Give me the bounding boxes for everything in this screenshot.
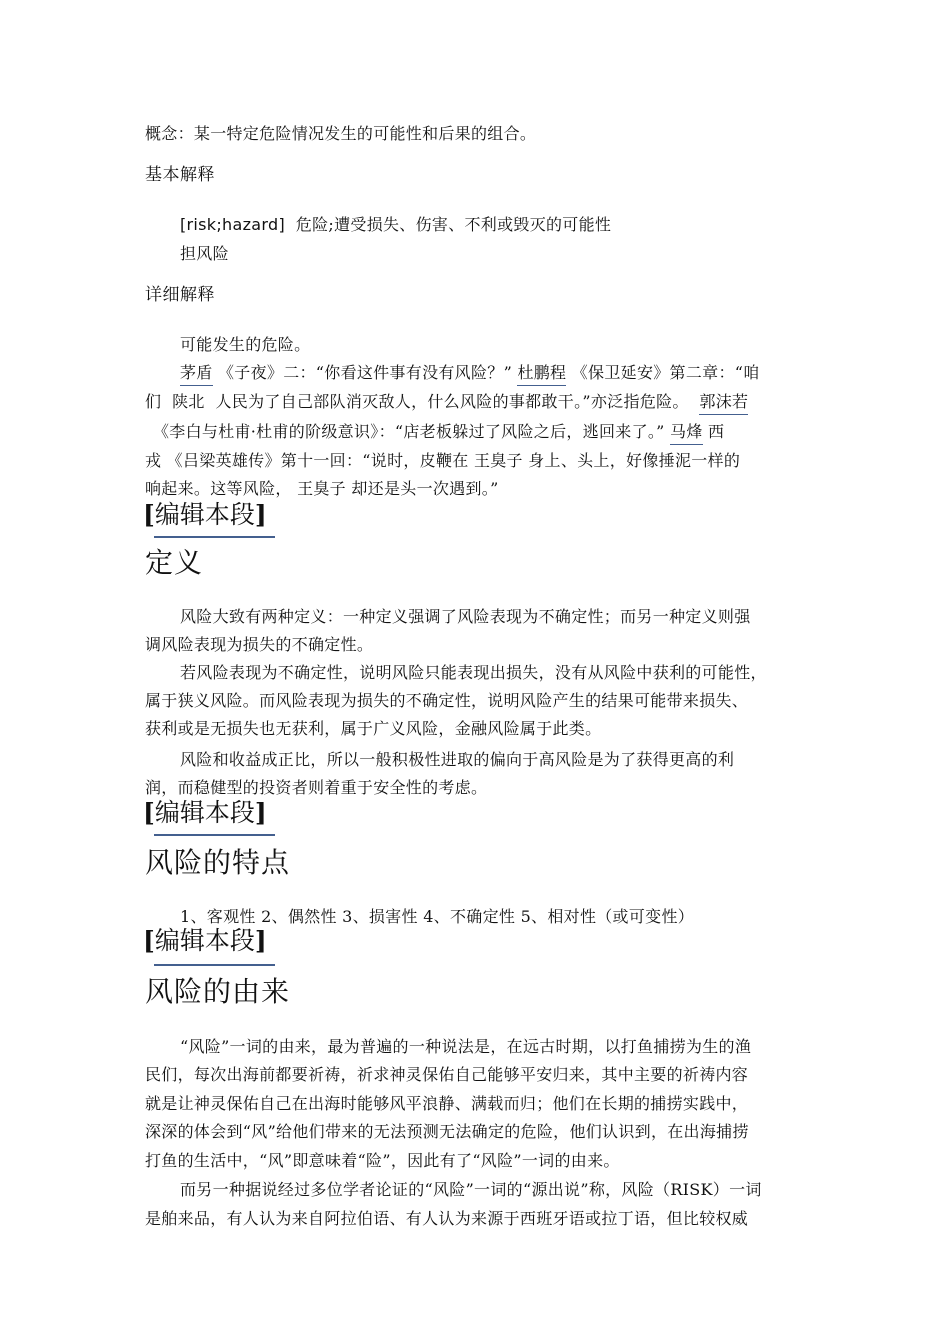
section-title-features: 风险的特点	[145, 846, 291, 879]
edit-bracket-open: [	[143, 926, 155, 955]
detail-line-6: 响起来。这等风险， 王臭子 却还是头一次遇到。”	[145, 479, 499, 498]
detail-line-2-text-b: 《保卫延安》第二章：“咱	[571, 363, 760, 382]
origin-p1-line-1: “风险”一词的由来，最为普遍的一种说法是，在远古时期，以打鱼捕捞为生的渔	[180, 1037, 752, 1056]
edit-underline-2	[154, 834, 275, 836]
concept-line: 概念：某一特定危险情况发生的可能性和后果的组合。	[145, 124, 537, 143]
definition-p2-line-2: 属于狭义风险。而风险表现为损失的不确定性，说明风险产生的结果可能带来损失、	[145, 691, 749, 710]
link-maodun[interactable]: 茅盾	[180, 363, 213, 382]
detail-line-5: 戎 《吕梁英雄传》第十一回：“说时，皮鞭在 王臭子 身上、头上，好像捶泥一样的	[145, 451, 741, 470]
detail-line-3-text-a: 们	[145, 392, 162, 411]
origin-p2-line-1: 而另一种据说经过多位学者论证的“风险”一词的“源出说”称，风险（RISK）一词	[180, 1180, 762, 1199]
link-mafeng[interactable]: 马烽	[670, 422, 703, 441]
definition-p2-line-3: 获利或是无损失也无获利，属于广义风险，金融风险属于此类。	[145, 719, 602, 738]
detail-line-4-text-a: 《李白与杜甫·杜甫的阶级意识》：“店老板躲过了风险之后，逃回来了。”	[153, 422, 665, 441]
edit-underline-1	[154, 536, 275, 538]
origin-p1-line-4: 深深的体会到“风”给他们带来的无法预测无法确定的危险，他们认识到，在出海捕捞	[145, 1122, 749, 1141]
detail-line-3-text-b: 陕北	[172, 392, 205, 411]
basic-definition	[180, 215, 611, 235]
edit-label-text: 编辑本段	[154, 798, 255, 827]
edit-bracket-open: [	[143, 798, 155, 827]
edit-bracket-close: ]	[254, 798, 267, 827]
basic-example: 担风险	[180, 244, 229, 263]
edit-label-text: 编辑本段	[154, 926, 255, 955]
edit-bracket-open: [	[143, 500, 155, 529]
detail-line-3	[145, 392, 748, 412]
definition-p2-line-1: 若风险表现为不确定性，说明风险只能表现出损失，没有从风险中获利的可能性，	[180, 663, 767, 682]
edit-section-link-1[interactable]	[143, 499, 267, 531]
link-dupengcheng[interactable]: 杜鹏程	[517, 363, 567, 382]
detail-line-4	[153, 422, 724, 442]
definition-p1-line-1: 风险大致有两种定义：一种定义强调了风险表现为不确定性；而另一种定义则强	[180, 607, 751, 626]
edit-section-link-3[interactable]	[143, 925, 267, 957]
edit-section-link-2[interactable]	[143, 797, 267, 829]
edit-underline-3	[154, 964, 275, 966]
section-title-definition: 定义	[145, 546, 204, 579]
detail-heading: 详细解释	[145, 285, 215, 305]
link-guomoruo[interactable]: 郭沫若	[699, 392, 749, 411]
detail-line-4-text-b: 西	[708, 422, 725, 441]
detail-line-3-text-c: 人民为了自己部队消灭敌人，什么风险的事都敢干。”亦泛指危险。	[215, 392, 689, 411]
detail-line-2	[180, 363, 760, 383]
origin-p1-line-5: 打鱼的生活中，“风”即意味着“险”，因此有了“风险”一词的由来。	[145, 1151, 620, 1170]
definition-p3-line-1: 风险和收益成正比，所以一般积极性进取的偏向于高风险是为了获得更高的利	[180, 750, 735, 769]
features-list: 1、客观性 2、偶然性 3、损害性 4、不确定性 5、相对性（或可变性）	[180, 907, 695, 926]
section-title-origin: 风险的由来	[145, 975, 291, 1008]
detail-line-2-text-a: 《子夜》二：“你看这件事有没有风险？”	[218, 363, 513, 382]
basic-heading: 基本解释	[145, 165, 215, 185]
detail-line-1: 可能发生的危险。	[180, 335, 311, 354]
edit-label-text: 编辑本段	[154, 500, 255, 529]
definition-chinese: 危险;遭受损失、伤害、不利或毁灭的可能性	[295, 215, 612, 234]
definition-p3-line-2: 润，而稳健型的投资者则着重于安全性的考虑。	[145, 778, 488, 797]
definition-english: [risk;hazard]	[180, 215, 286, 234]
origin-p1-line-2: 民们，每次出海前都要祈祷，祈求神灵保佑自己能够平安归来，其中主要的祈祷内容	[145, 1065, 749, 1084]
edit-bracket-close: ]	[254, 500, 267, 529]
definition-p1-line-2: 调风险表现为损失的不确定性。	[145, 635, 374, 654]
edit-bracket-close: ]	[254, 926, 267, 955]
origin-p2-line-2: 是舶来品，有人认为来自阿拉伯语、有人认为来源于西班牙语或拉丁语，但比较权威	[145, 1209, 749, 1228]
origin-p1-line-3: 就是让神灵保佑自己在出海时能够风平浪静、满载而归；他们在长期的捕捞实践中，	[145, 1094, 749, 1113]
